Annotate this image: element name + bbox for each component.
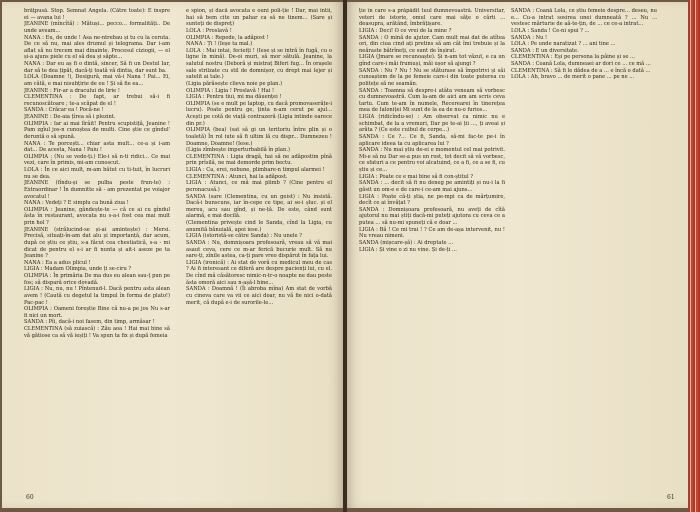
- paragraph: NANA : Vedeți ? E simplu ca bună ziua !: [24, 200, 129, 207]
- paragraph: LIGIA (ridicîndu-se) : Am observat ca nimic nu e schimbat, de la a vremuri, Dar pe te-ai ții ..., ți aveai și arăta ? (Ce este cuibul de cerpe...): [359, 114, 505, 134]
- paragraph: SANDA (sare (Clementina, cu un geist) : Nu insistă. Dacă-i bunscuns, iar în-cepe ce tipe, ai se-i șluc. și el mereu, acu sau gînd, și ne-ță. De este, când sunt alarmă, e mai docilă.: [186, 193, 332, 220]
- paragraph: LIGIA (ironică) : Ai stat de voră cu medicul meu de cas ? Ai fi interesant ce diferă are despre pacienți lui, cu el. De cînd mă căsătoresc nimic-n-tr-o noapte ne dau peste ăsta omoră aici sau n-așă-l bine...: [186, 259, 332, 286]
- paragraph: LOLA : Ah, bravo ... de merit o pane ... pe ne ...: [511, 74, 635, 81]
- paragraph: LOLA : Proslavă !: [186, 27, 232, 34]
- paragraph: SANDA : Nu, domnișoara profesoară, vreau să vă mai asaut ceva, cere ce m-ar ferică bucurie mult. Să nu sare-ți, zînile astea, ca-ți pare vreo dispărut în fața lui.: [186, 239, 332, 260]
- paragraph: OLIMPIA : Oameni foreștie Bine că nu-a pe jos Nu s-ar fi nici un mort.: [24, 306, 170, 319]
- paragraph: NANA : Te porcești... chiar asta mult... ce-a și i-am dat... De acesta, Nana ! Paiu !: [24, 140, 170, 154]
- paragraph: LIGIA (Jmare se recunoaște). Și n-am tot văzut, e ca un gînd care-i măi frumuși, măi ușor să ajungi ?: [359, 54, 505, 67]
- paragraph: SANDA (mișcare-șă) : Ai dreptate ...: [359, 239, 454, 246]
- paragraph: LIGIA : Poate că-ți știa, ne pe-mpi ca de mărțumire, decît ce ai învățat ?: [359, 193, 505, 207]
- paragraph: JEANINE (fîndu-și se pulba peste frun-te) : Extraordinar ! În dumnitte să - am prezentat pe voiajor avocatul !: [24, 180, 170, 200]
- paragraph: CLEMENTINA : Eși pe persona la pâine și se ...: [511, 54, 635, 61]
- paragraph: NANA : Ți ! (Ieșe ta mal.): [186, 41, 253, 48]
- paragraph: LIGIA (istoristă-se către Sanda) : Nu unele ?: [186, 233, 302, 240]
- paragraph: SANDA : E un diversitate.: [511, 47, 579, 54]
- paragraph: LIGIA : Deci! O ce vrei de la mine ?: [359, 27, 452, 34]
- paragraph: e spion, și dacă avocata e ouni poli-ție ! Dar, mai întii, hai să bem cite un pahar ca să ne tinem... (Sare și sunteți de dispreț): [186, 8, 332, 28]
- right-page-column-2: [511, 8, 657, 492]
- paragraph: ție în care s-a prăpădit tuul dumnevoastră. Universitar, veteri de istorie, omul care mai sățe o cărti ... deasupra, arătând, îmbrățișare.: [359, 8, 505, 28]
- paragraph: CLEMENTINA : Ligia dragă, hai să ne adăpostim pînă prin prîsilă, ne mai demorde prim bectu.: [186, 153, 332, 167]
- paragraph: CLEMENTINA (să zuiască) : Zău aoa ! Hai mai bine să vă gătiose ca să vă ieșiți ! Va spun ta fix și după femeia: [24, 326, 170, 339]
- paragraph: SANDA : Doamnă ! (Îi abroba mîna) Am stat de vorbă cu cineva care va vii ce aici doar, nu vă fie nici o-dată merit, că după e-i de surorile-le...: [186, 286, 332, 306]
- paragraph: OLIMPIA : Iar ai mai lîrâit! Pentru scupistiță, Jeanine ! Pam zgîul jos-n cunoștea de multi. Cine știe ce gîndul' deruntă o să spună.: [24, 120, 170, 140]
- paragraph: SANDA : O mină de ajutor. Cam mult mai dat de atîtea ori, din ciua cind ați pretins să am cât îmi trebuie și la neăraste bătrîneți, ce sunt de înșirat.: [359, 34, 505, 54]
- right-page: [345, 2, 688, 508]
- paragraph: LOLA : Pe unde naratizat ? ... ani tine ...: [511, 41, 616, 48]
- paragraph: LOLA : În ce aici mult, m-am bătut cu ti-tuit, în lucruri nu se dea.: [24, 167, 170, 180]
- paragraph: CLEMENTINA : Să fi le dădea de a ... e încă o dată ...: [511, 67, 651, 74]
- paragraph: SANDA : ... decit să fi nu deneg pe amintiți și nu-i la fi găsit un om-e e de care-i ce-am mai ajuns...: [359, 180, 505, 193]
- paragraph: NANA : Ea a adus plicul !: [24, 259, 91, 266]
- paragraph: LOLA : Mai intai, fecieiți ! (Iese și se intră în fugă, cu o ligne în mină). De-oi muri, să mor sătulă. Jeanine, la salutul nostru (Deboră și mistraț Biferi fug... În orașele sale strilzate cu stil de domnișor, cu drept mai lejer și satelit ai tale.): [186, 47, 332, 81]
- paragraph: JEANINE (mîncîtă) : Mătuși... pecco... formalități.. De unde aveam...: [24, 21, 170, 34]
- left-page-column-1: [24, 8, 170, 492]
- paragraph: OLIMPIA : În primăria De ma dus eu alean sau-ț pun pe fos; să dispară orice dovadă.: [24, 273, 170, 286]
- paragraph: OLIMPIA (bea) (sat să gi un teritoriu între plin și o toaletă) În rol iute să fi ultim lă cu dispr... Dumnezeu ! Doamne, Doamne! (Iese.): [186, 127, 332, 147]
- paragraph: OLIMPIA : (Nu se vede-ți.) Ele-i să n-ti ridici... Ce mai vezi, care în primis, mi-am cunoscut.: [24, 153, 170, 167]
- right-page-number: 61: [667, 494, 675, 501]
- paragraph: SANDA : Nu ? Nu ! Nu se stăturase să împotrivi și săi cunoaștem de la pe femeie care-i din toate puterea cu politețe să ne seamăn.: [359, 67, 505, 87]
- paragraph: LIGIA : Madam Olimpia, unde ți se-ciru ?: [24, 266, 132, 273]
- paragraph: SANDA : Ce ?... Ce fi, Sanda, să-mi fac-te pe-i în aplicare ideea ta cu aplicarea lui ?: [359, 133, 505, 147]
- paragraph: LIGIA : Pentru tiui, mi ma dăuenței !: [186, 94, 282, 101]
- paragraph: NANA : Eu, de unde ! Asa ne-ntrebau și tu cu la ceruta. De ce să nu, mai ales drumul și telegrama. Dar i-am aflat să nu trecem mai dinainte. Procesul ciziogii, — el și-a ajuns piele cu el să dea și săpte...: [24, 34, 170, 61]
- paragraph: CLEMENTINA : Atunci, hai la adăpost.: [186, 173, 288, 180]
- paragraph: SANDA : Pîi, dacă-i noi fasem, din timp, armăsar !: [24, 319, 155, 326]
- paragraph: LOLA : Sanda ! Ce-ni spui ? ...: [511, 27, 590, 34]
- paragraph: LIGIA : Și vine o zi nu vine. Și de-ți ...: [359, 246, 457, 253]
- right-page-column-1: [359, 8, 505, 492]
- paragraph: JEANINE (strălucind-se și-ai amintește) : Mersi. Precisă, situați-în-am dat alu și importanță, dar acum, după ce știu ce știu, s-a făcut cea chestiatică, s-a - mi dicat de pentru el s-i ar fi nunta și ait-i aseze pe ta Jeanine ?: [24, 226, 170, 260]
- paragraph: OLIMPIA : Jeanine, gândește-te — că ce ai cu gîndul ăsta în restaurant, avocata nu s-a-i fost cea mai mult prin hol ?: [24, 206, 170, 226]
- paragraph: brățpusă. Stop. Semnat Angela. (Către toate): E înspre ei — avana lui !: [24, 8, 170, 21]
- book-gutter: [343, 0, 347, 512]
- paragraph: SANDA : Domnișoara profesoară, nu aveți de cîtă ajutorul nu mai știți dacă-mi puteți ajutora cu ceva ce a putea ... să nu-mi spuneți că e doar ...: [359, 206, 505, 226]
- paragraph: (Ligia zîmbește imperturbabilă în plan.): [186, 147, 290, 154]
- paragraph: OLIMPIA (se e mult pe laptop, cu dacă promovaserățe-i lucru). Poate pentru ge, ținta n-am cerut pe ajul... Acești pe cotă de viață contrazeră (Ligia intinde oarece din pr.): [186, 100, 332, 127]
- paragraph: LIGIA : Poate ce e mai bine să fi con-știtul ?: [359, 173, 473, 180]
- paragraph: OLIMPIA : Repede, la adăpost !: [186, 34, 269, 41]
- paragraph: SANDA : Coană Lola, dumneaei ar dori ce ... ce mă ...: [511, 61, 651, 67]
- paragraph: NANA : Dar eu aș fi o dintă, sincer, Să fi un Destul Iar, dar să te dea țipăt, dacă-ți toată vă dintia, dar sunt ba.: [24, 61, 170, 74]
- paragraph: JEANINE : Fir-ar a dracului de lirie !: [24, 87, 120, 94]
- paragraph: LIGIA : Nu, nu, nu ! Pîntenud-l. Dacă pentru asta alean avem ! (Caută cu degetul la timpul în forma de plato!) Pac-pac !: [24, 286, 170, 306]
- left-page-number: 60: [26, 494, 34, 501]
- paragraph: SANDA : Toamna să despre-i atâta veneam să vorbesc cu dumnevoastră. Cum la-am de aici am am scris ceva tartu. Cum te-am în numele, Recerearei în tinerețea mea de Ialoniței Mi sunt de la ea de nu-o furios...: [359, 87, 505, 114]
- paragraph: SANDA : Nu !: [511, 34, 548, 41]
- paragraph: JEANINE : De-aia țîrea să i plezint.: [24, 114, 116, 120]
- paragraph: SANDA : Nu mai știu de-ei e momentul cel mai potrivit. Mi-e să nu Dar se-a pus un rost, tot decit să vă vorbesc, ce sfaturi a ce pentru voi alcatuind, ce a fi, ce a se fi, cu știu și ce...: [359, 147, 505, 173]
- paragraph: (Ligia părăsește clieva noie pe plan.): [186, 80, 283, 87]
- paragraph: SANDA : Coană Lola, ce știu femeie despre... deseu, nu e... Cu-a intrat sosirea unei dumneată ? ... Nu ... vestesc mărturie de aă-te-țin, de ... ce ce-a intrat...: [511, 8, 657, 28]
- page-edges: [688, 0, 700, 512]
- paragraph: LIGIA : Atunci, ce mă mai plimb ? (Cine pentru el peronacusă.): [186, 180, 332, 193]
- paragraph: SANDA : Crăcar ea ! Pocă-ne !: [24, 107, 104, 114]
- paragraph: LIGIA : Ca, erei, nebune, plimbare-n timpul alarmei !: [186, 167, 325, 173]
- left-page: [2, 2, 345, 508]
- left-page-column-2: [186, 8, 332, 492]
- paragraph: (Clementina privește cind le Sanda, cînd la Ligia, cu anumită bănuială, apoi iese.): [186, 220, 332, 233]
- paragraph: CLEMENTINA : De fapt, ar trebui să-i fi recunoscătoare ; te-a scăpat de el !: [24, 94, 170, 107]
- paragraph: LOLA (Doamne !), Desigură, mai vă-i Nana ! Pai... Ei, am câtă, e mai nisubțirie de eu ! Și să fie ea...: [24, 74, 170, 87]
- paragraph: LIGIA : Bă ! Ce mi trai ! ? Ce am de-așa intervenit, nu ! Nu vreau nimeni.: [359, 226, 505, 240]
- paragraph: OLIMPIA : Ligia ! Proslavă ! Hai !: [186, 87, 275, 94]
